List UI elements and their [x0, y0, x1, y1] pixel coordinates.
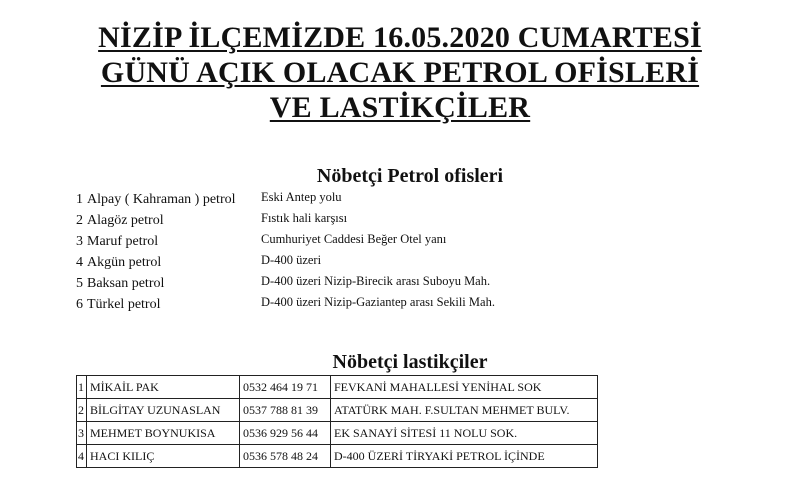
table-row	[77, 399, 598, 422]
shop-address: ATATÜRK MAH. F.SULTAN MEHMET BULV.	[331, 399, 598, 422]
phone-number: 0537 788 81 39	[240, 399, 331, 422]
title-line-3: VE LASTİKÇİLER	[269, 91, 531, 124]
station-name: Alpay ( Kahraman ) petrol	[87, 192, 236, 207]
station-name: Maruf petrol	[87, 234, 159, 249]
document-title	[0, 20, 800, 125]
station-name: Türkel petrol	[87, 297, 161, 312]
list-item	[76, 232, 636, 253]
table-row	[77, 445, 598, 468]
station-address: D-400 üzeri Nizip-Birecik arası Suboyu Mah.	[261, 274, 491, 288]
shop-owner: MİKAİL PAK	[87, 376, 240, 399]
shop-address: FEVKANİ MAHALLESİ YENİHAL SOK	[331, 376, 598, 399]
item-number: 4	[76, 255, 83, 270]
petrol-station-list	[76, 190, 636, 316]
station-address: Eski Antep yolu	[261, 190, 342, 204]
station-address: Fıstık hali karşısı	[261, 211, 348, 225]
title-line-1: NİZİP İLÇEMİZDE 16.05.2020 CUMARTESİ	[98, 21, 702, 54]
item-number: 3	[76, 234, 83, 249]
phone-number: 0536 929 56 44	[240, 422, 331, 445]
list-item	[76, 274, 636, 295]
shop-address: EK SANAYİ SİTESİ 11 NOLU SOK.	[331, 422, 598, 445]
station-name: Baksan petrol	[87, 276, 165, 291]
row-number: 1	[77, 376, 87, 399]
list-item	[76, 295, 636, 316]
phone-number: 0536 578 48 24	[240, 445, 331, 468]
item-number: 6	[76, 297, 83, 312]
station-address: Cumhuriyet Caddesi Beğer Otel yanı	[261, 232, 447, 246]
item-number: 2	[76, 213, 83, 228]
tire-shop-table	[76, 375, 598, 468]
shop-owner: BİLGİTAY UZUNASLAN	[87, 399, 240, 422]
table-row	[77, 376, 598, 399]
shop-owner: MEHMET BOYNUKISA	[87, 422, 240, 445]
item-number: 5	[76, 276, 83, 291]
row-number: 4	[77, 445, 87, 468]
title-line-2: GÜNÜ AÇIK OLACAK PETROL OFİSLERİ	[100, 56, 700, 89]
row-number: 2	[77, 399, 87, 422]
petrol-section-heading: Nöbetçi Petrol ofisleri	[316, 165, 504, 187]
shop-address: D-400 ÜZERİ TİRYAKİ PETROL İÇİNDE	[331, 445, 598, 468]
tire-section-heading: Nöbetçi lastikçiler	[332, 351, 488, 373]
phone-number: 0532 464 19 71	[240, 376, 331, 399]
list-item	[76, 211, 636, 232]
row-number: 3	[77, 422, 87, 445]
list-item	[76, 253, 636, 274]
table-row	[77, 422, 598, 445]
station-name: Alagöz petrol	[87, 213, 164, 228]
station-address: D-400 üzeri	[261, 253, 322, 267]
item-number: 1	[76, 192, 83, 207]
station-address: D-400 üzeri Nizip-Gaziantep arası Sekili Mah.	[261, 295, 495, 309]
station-name: Akgün petrol	[87, 255, 162, 270]
list-item	[76, 190, 636, 211]
shop-owner: HACI KILIÇ	[87, 445, 240, 468]
